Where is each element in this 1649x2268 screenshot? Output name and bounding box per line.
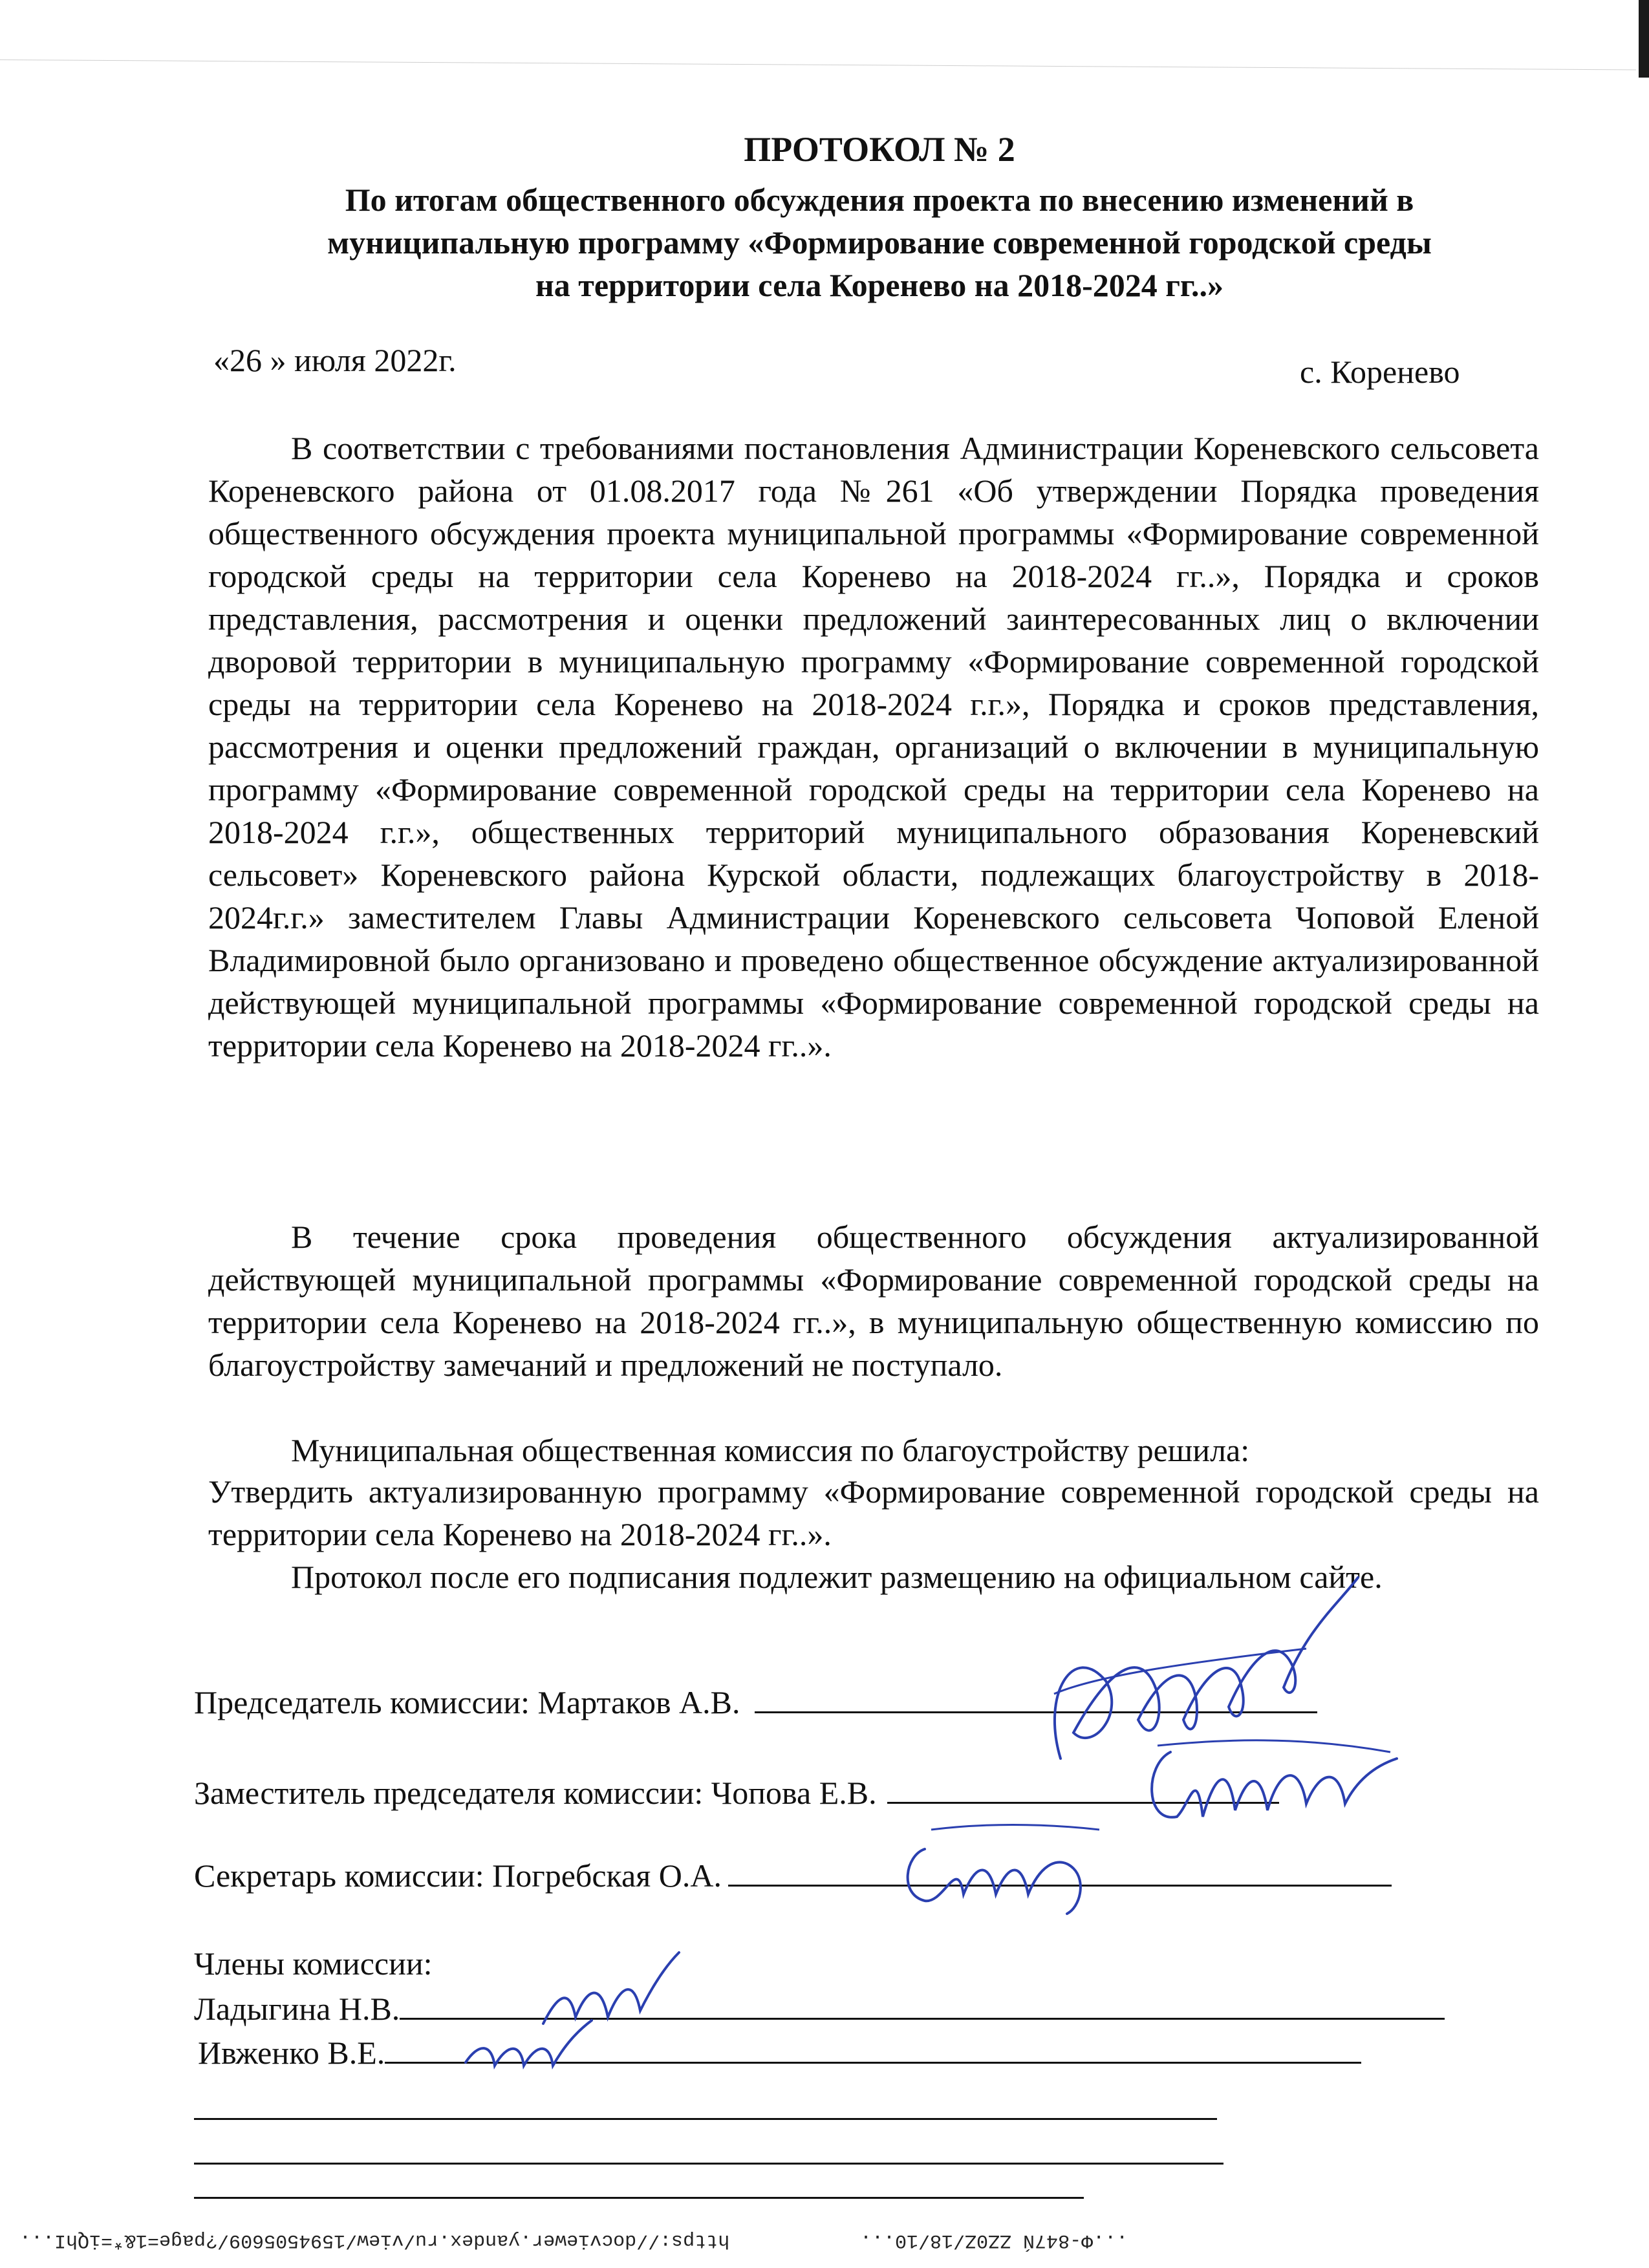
paragraph-1-text: В соответствии с требованиями постановления Администрации Кореневского сельсовета Кореневского района от 01.08.2017 года №261 «Об утверждении Порядка проведения общественного обсуждения проекта муниципальной программы «Формирование современной городской среды на территории села Коренево на 2018-2024 гг..», Порядка и сроков представления, рассмотрения и оценки предложений заинтересованных лиц о включении дворовой территории в муниципальную программу «Формирование современной городской среды на территории села Коренево на 2018-2024 г.г.», Порядка и сроков представления, рассмотрения и оценки предложений граждан, организаций о включении в муниципальную программу «Формирование современной городской среды на территории села Коренево на 2018-2024 г.г.», общественных территорий муниципального образования Кореневский сельсовет» Кореневского района Курской области, подлежащих благоустройству в 2018-2024г.г.» заместителем Главы Администрации Кореневского сельсовета Чоповой Еленой Владимировной было организовано и проведено общественное обсуждение актуализированной действующей муниципальной программы «Формирование современной городской среды на территории села Коренево на 2018-2024 гг..». — [208, 430, 1539, 1064]
paragraph-3-text: Муниципальная общественная комиссия по благоустройству решила: — [291, 1432, 1250, 1468]
paragraph-2 — [208, 1215, 1539, 1386]
document-subtitle-line2: муниципальную программу «Формирование современной городской среды — [327, 224, 1432, 261]
blank-signature-line — [194, 2163, 1223, 2165]
deputy-signature — [1132, 1726, 1403, 1836]
signature-row-secretary — [194, 1854, 1392, 1897]
blank-signature-line — [194, 2197, 1084, 2199]
document-title: ПРОТОКОЛ № 2 — [744, 130, 1015, 169]
secretary-label: Секретарь комиссии: Погребская О.А. — [194, 1857, 722, 1894]
scan-edge-line — [0, 59, 1636, 70]
member2-label: Ивженко В.Е. — [198, 2035, 385, 2071]
member2-signature — [459, 2011, 595, 2082]
paragraph-1 — [208, 427, 1539, 1067]
document-date: «26 » июля 2022г. — [213, 342, 457, 378]
secretary-signature — [886, 1810, 1106, 1920]
chair-label: Председатель комиссии: Мартаков А.В. — [194, 1684, 740, 1720]
members-label: Члены комиссии: — [194, 1945, 433, 1982]
paragraph-5-text: Протокол после его подписания подлежит размещению на официальном сайте. — [291, 1559, 1383, 1595]
paragraph-4 — [208, 1470, 1539, 1556]
paragraph-3 — [208, 1429, 1539, 1471]
scan-edge — [1639, 0, 1649, 78]
document-place: с. Коренево — [1300, 354, 1460, 390]
footer-url: https://docviewer.yandex.ru/view/1594505609/?page=1&*=iQhI... — [19, 2229, 730, 2251]
deputy-label: Заместитель председателя комиссии: Чопова Е.В. — [194, 1775, 877, 1811]
document-subtitle-line3: на территории села Коренево на 2018-2024 гг..» — [535, 267, 1223, 303]
signature-row-member1 — [194, 1987, 1445, 2030]
footer-ref: ...Ф-847Ń ZZ0Z/18/10... — [860, 2229, 1128, 2251]
paragraph-4-text: Утвердить актуализированную программу «Формирование современной городской среды на территории села Коренево на 2018-2024 гг..». — [208, 1473, 1539, 1552]
paragraph-2-text: В течение срока проведения общественного обсуждения актуализированной действующей муниципальной программы «Формирование современной городской среды на территории села Коренево на 2018-2024 гг..», в муниципальную общественную комиссию по благоустройству замечаний и предложений не поступало. — [208, 1219, 1539, 1383]
blank-signature-line — [194, 2118, 1217, 2120]
member1-label: Ладыгина Н.В. — [194, 1991, 400, 2027]
signature-row-member2 — [198, 2031, 1361, 2074]
document-subtitle-line1: По итогам общественного обсуждения проекта по внесению изменений в — [345, 182, 1414, 218]
